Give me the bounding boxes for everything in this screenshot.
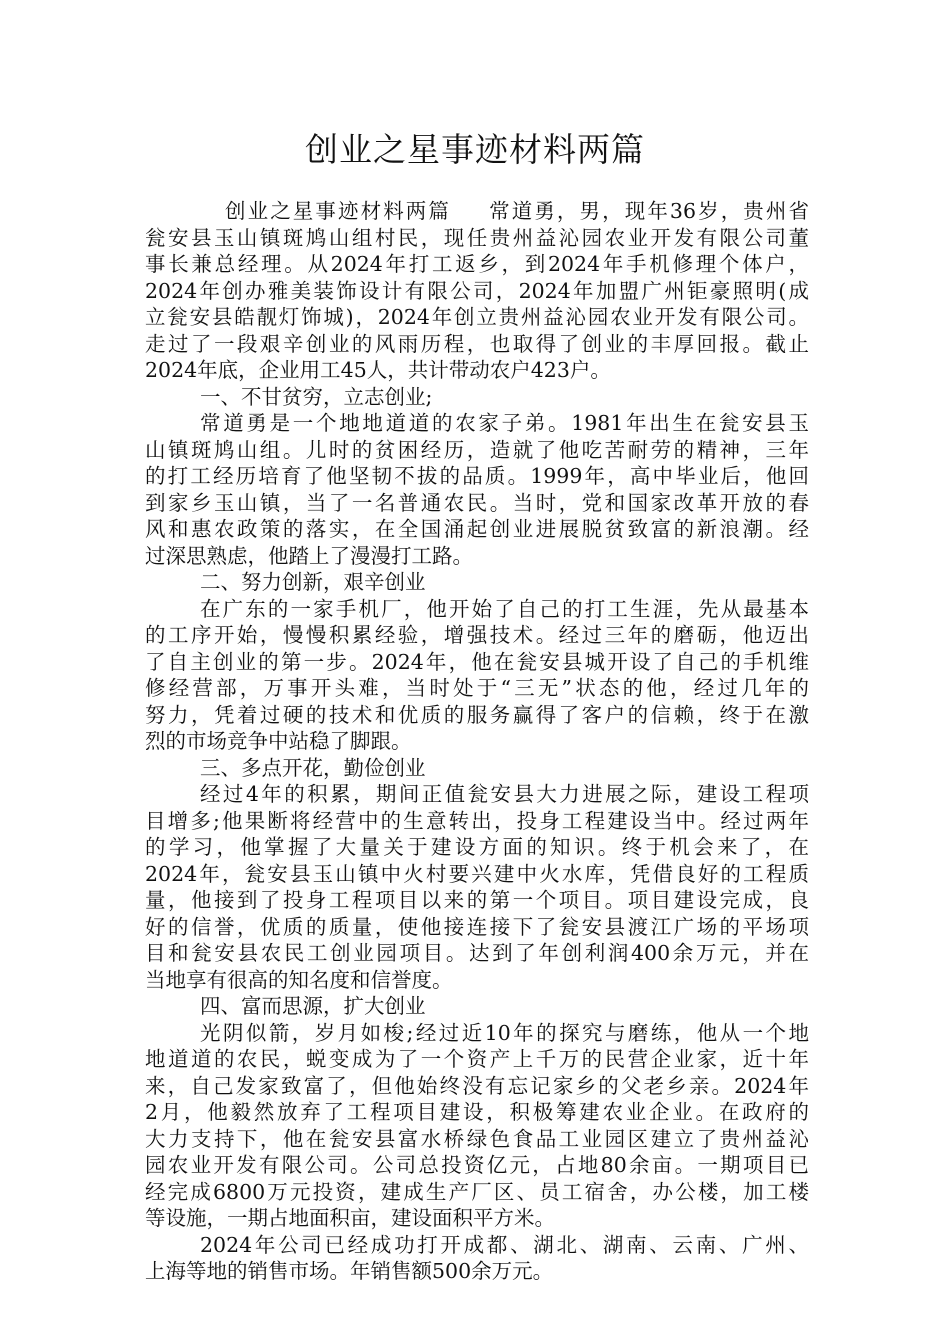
paragraph-line: 2月，他毅然放弃了工程项目建设，积极筹建农业企业。在政府的 (145, 1100, 809, 1124)
paragraph-line: 了自主创业的第一步。2024年，他在瓮安县城开设了自己的手机维 (145, 649, 809, 674)
paragraph-line: 目和瓮安县农民工创业园项目。达到了年创利润400余万元，并在 (145, 941, 809, 965)
paragraph-line: 经完成6800万元投资，建成生产厂区、员工宿舍，办公楼，加工楼 (145, 1179, 809, 1204)
paragraph-line: 2024年公司已经成功打开成都、湖北、湖南、云南、广州、 (200, 1232, 809, 1257)
paragraph-line: 风和惠农政策的落实，在全国涌起创业进展脱贫致富的新浪潮。经 (145, 517, 809, 541)
paragraph-line: 地道道的农民，蜕变成为了一个资产上千万的民营企业家，近十年 (145, 1047, 809, 1071)
section-heading: 四、富而思源，扩大创业 (200, 994, 426, 1018)
paragraph-line: 当地享有很高的知名度和信誉度。 (145, 967, 453, 992)
paragraph-line: 努力，凭着过硬的技术和优质的服务赢得了客户的信赖，终于在激 (145, 702, 809, 727)
paragraph-line: 修经营部，万事开头难，当时处于“三无”状态的他，经过几年的 (145, 676, 809, 700)
section-heading: 三、多点开花，勤俭创业 (200, 755, 426, 780)
intro-line: 立瓮安县皓靓灯饰城)，2024年创立贵州益沁园农业开发有限公司。 (145, 305, 809, 329)
intro-lead: 创业之星事迹材料两篇 (225, 199, 452, 223)
paragraph-line: 大力支持下，他在瓮安县富水桥绿色食品工业园区建立了贵州益沁 (145, 1126, 809, 1151)
section-heading: 一、不甘贫穷，立志创业; (200, 384, 433, 409)
paragraph-line: 烈的市场竞争中站稳了脚跟。 (145, 729, 412, 753)
paragraph-line: 目增多;他果断将经营中的生意转出，投身工程建设当中。经过两年 (145, 808, 809, 833)
document-body (145, 198, 809, 1285)
document-title: 创业之星事迹材料两篇 (305, 130, 645, 169)
paragraph-line: 量，他接到了投身工程项目以来的第一个项目。项目建设完成，良 (145, 888, 809, 912)
paragraph-line: 的工序开始，慢慢积累经验，增强技术。经过三年的磨砺，他迈出 (145, 623, 809, 647)
intro-line: 瓮安县玉山镇斑鸠山组村民，现任贵州益沁园农业开发有限公司董 (145, 225, 809, 250)
paragraph-line: 等设施，一期占地面积亩，建设面积平方米。 (145, 1206, 555, 1230)
intro-line (145, 198, 809, 225)
paragraph-line: 到家乡玉山镇，当了一名普通农民。当时，党和国家改革开放的春 (145, 490, 809, 515)
intro-line: 走过了一段艰辛创业的风雨历程，也取得了创业的丰厚回报。截止 (145, 331, 809, 356)
intro-line-text: 常道勇，男，现年36岁，贵州省 (487, 199, 810, 223)
paragraph-line: 2024年，瓮安县玉山镇中火村要兴建中火水库，凭借良好的工程质 (145, 861, 809, 886)
paragraph-line: 山镇斑鸠山组。儿时的贫困经历，造就了他吃苦耐劳的精神，三年 (145, 437, 809, 462)
paragraph-line: 园农业开发有限公司。公司总投资亿元，占地80余亩。一期项目已 (145, 1153, 809, 1177)
paragraph-line: 过深思熟虑，他踏上了漫漫打工路。 (145, 543, 473, 568)
section-heading: 二、努力创新，艰辛创业 (200, 570, 426, 594)
paragraph-line: 经过4年的积累，期间正值瓮安县大力进展之际，建设工程项 (200, 782, 809, 806)
paragraph-line: 光阴似箭，岁月如梭;经过近10年的探究与磨练，他从一个地 (200, 1020, 809, 1045)
intro-line: 事长兼总经理。从2024年打工返乡，到2024年手机修理个体户， (145, 252, 809, 276)
paragraph-line: 在广东的一家手机厂，他开始了自己的打工生涯，先从最基本 (200, 596, 809, 621)
paragraph-line: 来，自己发家致富了，但他始终没有忘记家乡的父老乡亲。2024年 (145, 1073, 809, 1098)
paragraph-line: 的学习，他掌握了大量关于建设方面的知识。终于机会来了，在 (145, 835, 809, 859)
paragraph-line: 的打工经历培育了他坚韧不拔的品质。1999年，高中毕业后，他回 (145, 464, 809, 488)
paragraph-line: 上海等地的销售市场。年销售额500余万元。 (145, 1259, 554, 1283)
paragraph-line: 好的信誉，优质的质量，使他接连接下了瓮安县渡江广场的平场项 (145, 914, 809, 939)
intro-line: 2024年创办雅美装饰设计有限公司，2024年加盟广州钜豪照明(成 (145, 278, 809, 303)
paragraph-line: 常道勇是一个地地道道的农家子弟。1981年出生在瓮安县玉 (200, 411, 809, 435)
intro-line: 2024年底，企业用工45人，共计带动农户423户。 (145, 358, 611, 382)
